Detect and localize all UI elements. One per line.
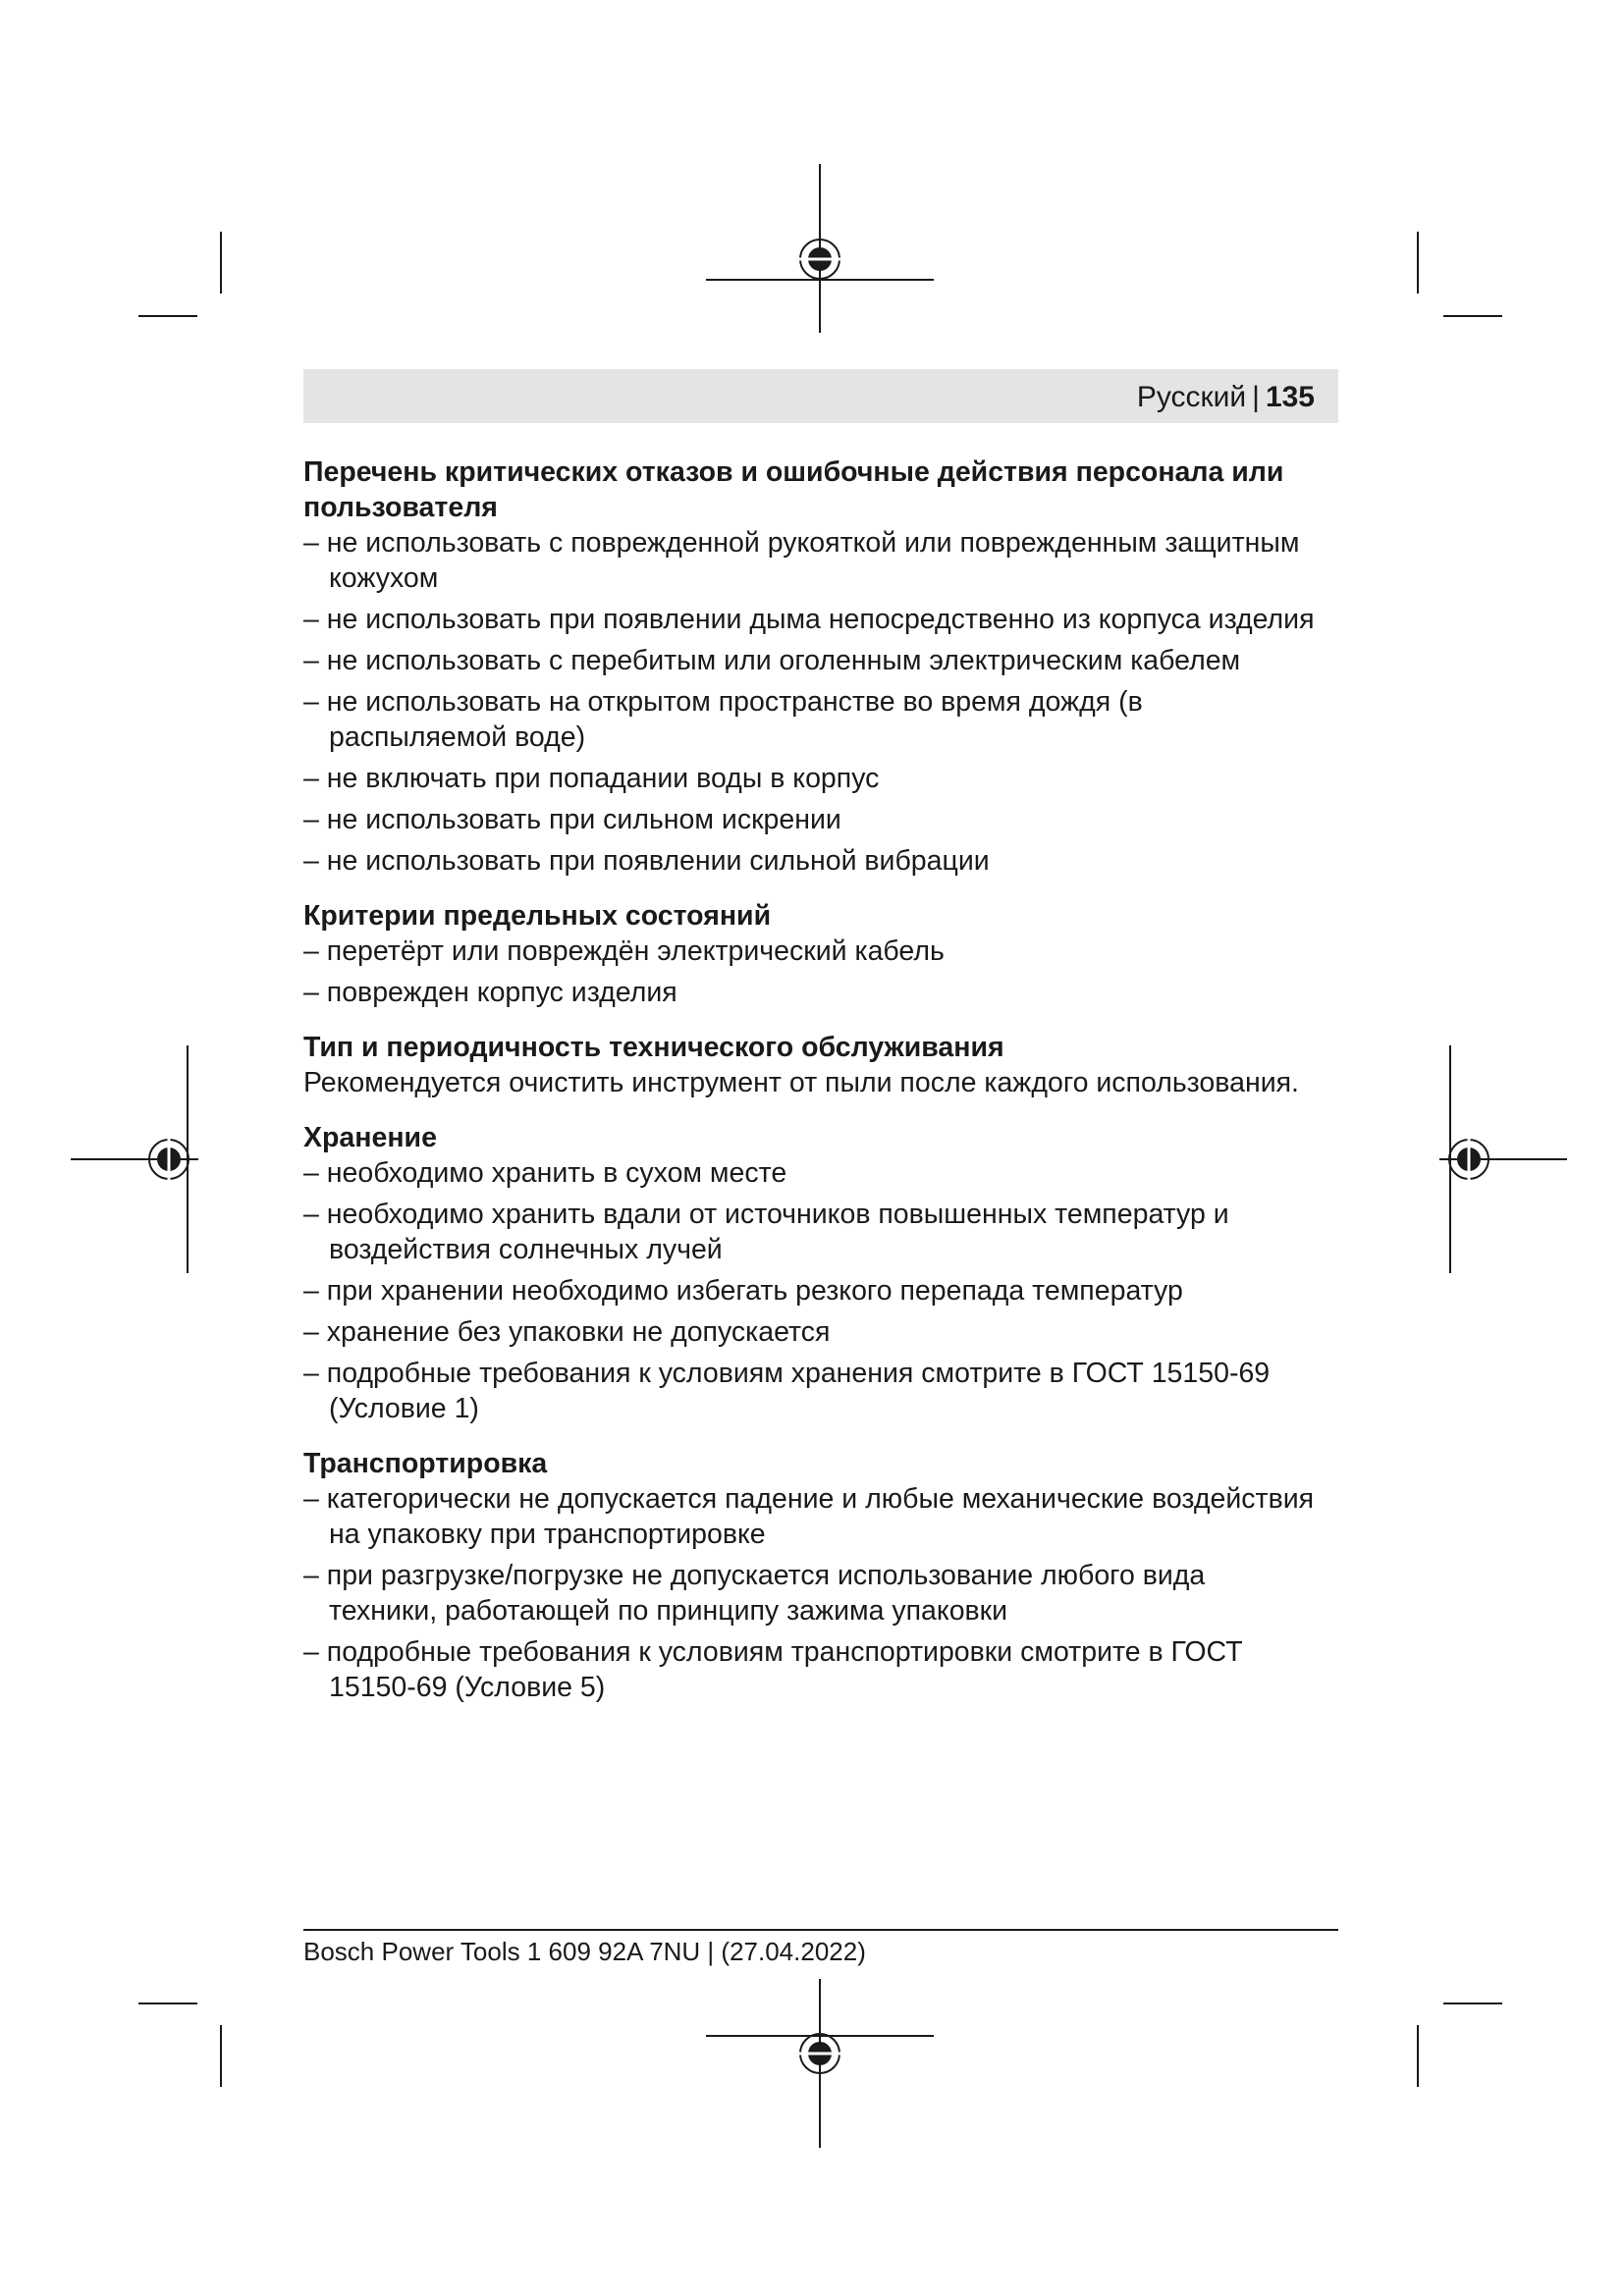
bullet-list — [303, 525, 1315, 879]
crop-mark — [138, 315, 197, 317]
crop-mark — [220, 2025, 222, 2087]
header-text — [1137, 381, 1315, 414]
list-item: – при разгрузке/погрузке не допускается использование любого вида техники, работающей по принципу зажима упаковки — [303, 1560, 1206, 1627]
footer-rule — [303, 1929, 1338, 1931]
section-title: Перечень критических отказов и ошибочные действия персонала или пользователя — [303, 456, 1284, 523]
crop-mark — [1443, 315, 1502, 317]
section-storage — [303, 1120, 1315, 1426]
section-title: Транспортировка — [303, 1448, 548, 1479]
list-item: – не использовать при появлении сильной вибрации — [303, 845, 990, 877]
list-item: – подробные требования к условиям хранения смотрите в ГОСТ 15150-69 (Условие 1) — [303, 1358, 1271, 1424]
section-critical-failures — [303, 454, 1315, 879]
page-header — [303, 369, 1338, 423]
header-separator: | — [1252, 381, 1260, 413]
crop-mark — [1417, 2025, 1419, 2087]
list-item: – категорически не допускается падение и любые механические воздействия на упаковку при транспортировке — [303, 1483, 1315, 1550]
bullet-list — [303, 1155, 1315, 1426]
section-limit-states — [303, 898, 1315, 1010]
list-item: – не использовать с поврежденной рукояткой или поврежденным защитным кожухом — [303, 527, 1300, 594]
list-item: – не включать при попадании воды в корпус — [303, 763, 880, 794]
list-item: – подробные требования к условиям транспортировки смотрите в ГОСТ 15150-69 (Условие 5) — [303, 1636, 1243, 1703]
page-footer: Bosch Power Tools 1 609 92A 7NU | (27.04.2022) — [303, 1937, 866, 1966]
list-item: – поврежден корпус изделия — [303, 977, 677, 1008]
section-transportation — [303, 1446, 1315, 1705]
registration-mark-top — [702, 164, 938, 333]
bullet-list — [303, 934, 1315, 1010]
main-content — [303, 454, 1315, 1725]
list-item: – перетёрт или повреждён электрический кабель — [303, 935, 945, 967]
crop-mark — [1417, 232, 1419, 294]
registration-mark-bottom — [702, 1979, 938, 2148]
list-item: – не использовать при появлении дыма непосредственно из корпуса изделия — [303, 604, 1315, 635]
crop-mark — [220, 232, 222, 294]
section-paragraph: Рекомендуется очистить инструмент от пыли после каждого использования. — [303, 1067, 1299, 1098]
registration-mark-left — [71, 1045, 198, 1273]
section-title: Критерии предельных состояний — [303, 900, 772, 932]
registration-mark-right — [1439, 1045, 1567, 1273]
section-title: Тип и периодичность технического обслуживания — [303, 1032, 1004, 1063]
crop-mark — [138, 2002, 197, 2004]
list-item: – необходимо хранить в сухом месте — [303, 1157, 787, 1189]
page-number: 135 — [1265, 381, 1315, 413]
list-item: – не использовать на открытом пространстве во время дождя (в распыляемой воде) — [303, 686, 1143, 753]
list-item: – необходимо хранить вдали от источников повышенных температур и воздействия солнечных лучей — [303, 1199, 1229, 1265]
list-item: – хранение без упаковки не допускается — [303, 1316, 831, 1348]
section-title: Хранение — [303, 1122, 437, 1153]
bullet-list — [303, 1481, 1315, 1705]
crop-mark — [1443, 2002, 1502, 2004]
list-item: – не использовать с перебитым или оголенным электрическим кабелем — [303, 645, 1241, 676]
section-maintenance — [303, 1030, 1315, 1100]
list-item: – при хранении необходимо избегать резкого перепада температур — [303, 1275, 1183, 1307]
list-item: – не использовать при сильном искрении — [303, 804, 841, 835]
header-language: Русский — [1136, 381, 1247, 413]
